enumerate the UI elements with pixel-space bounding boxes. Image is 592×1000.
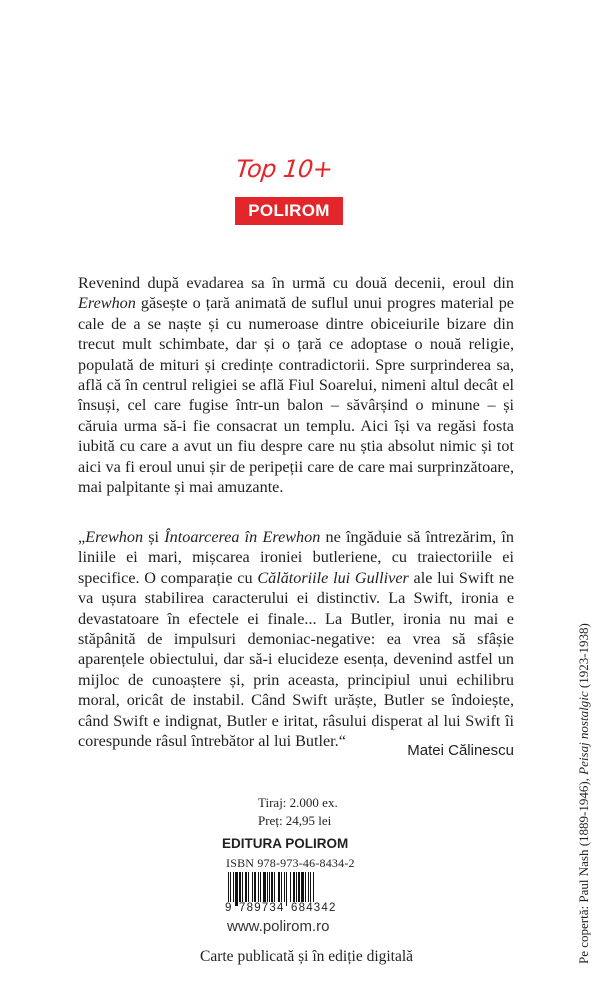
description-paragraph <box>78 273 514 497</box>
publisher-badge: POLIROM <box>235 197 343 225</box>
series-logo: Top 10+ <box>234 155 334 183</box>
print-run: Tiraj: 2.000 ex. <box>258 795 338 810</box>
publisher-name: EDITURA POLIROM <box>222 836 349 851</box>
quote-text-3: ale lui Swift ne va ușura stabilirea caracterului ei distinctiv. La Swift, ironia e devastatoare în efectele ei finale... La Butler, ironia nu mai e stăpânită de impulsuri demoniac-negative: ea vrea să sfâșie aparențele obiectului, dar să-i elucideze esența, devenind astfel un mijloc de cunoaștere și, prin aceasta, principiul unui echilibru moral, oricât de instabil. Când Swift urăște, Butler se îndoiește, când Swift e indignat, Butler e iritat, râsului disperat al lui Swift îi corespunde râsul întrebător al lui Butler.“ <box>78 568 515 751</box>
quote-author: Matei Călinescu <box>407 742 514 759</box>
cover-credit-prefix: Pe copertă: Paul Nash (1889-1946), <box>576 774 591 964</box>
quote-text-2: ne îngăduie să întrezărim, în liniile ei mari, mișcarea ironiei butleriene, cu traiectoriile ei specifice. O comparație cu <box>78 528 514 587</box>
barcode-digits <box>224 902 368 914</box>
barcode-digit-group-1: 789734 <box>239 902 285 914</box>
cover-credit-title: Peisaj nostalgic <box>576 691 591 775</box>
description-text-2: găsește o țară animată de suflul unui progres material pe cale de a se naște și cu numeroase dintre obiceiurile bizare din trecut mult schimbate, dar și o țară ce adoptase o nouă religie, populată de mituri și credințe contradictorii. Spre surprinderea sa, află că în centrul religiei se află Fiul Soarelui, nimeni altul decât el însuși, cel care fugise într-un balon – săvârșind o minune – și căruia urma să-i fie consacrat un templu. Aici își va regăsi fosta iubită cu care a avut un fiu despre care nu știa absolut nimic și tot aici va fi eroul unui șir de peripeții care de care mai surprinzătoare, mai palpitante și mai amuzante. <box>78 294 514 497</box>
cover-art-credit <box>576 623 592 964</box>
quote-mark-open: „ <box>78 528 86 546</box>
quote-title-2: Întoarcerea în Erewhon <box>164 528 321 546</box>
description-text-1: Revenind după evadarea sa în urmă cu două decenii, eroul din <box>78 274 514 292</box>
cover-credit-suffix: (1923-1938) <box>576 623 591 692</box>
book-title: Erewhon <box>78 294 136 313</box>
barcode-digit-group-2: 684342 <box>291 902 337 914</box>
quote-title-1: Erewhon <box>85 528 144 546</box>
isbn: ISBN 978-973-46-8434-2 <box>226 856 355 870</box>
website-url: www.polirom.ro <box>227 918 330 935</box>
quote-text-1: și <box>143 528 165 546</box>
barcode-image <box>226 872 366 906</box>
critic-quote <box>78 527 514 751</box>
price: Preț: 24,95 lei <box>258 813 332 828</box>
barcode-digit-prefix: 9 <box>225 902 233 914</box>
digital-edition-note: Carte publicată și în ediție digitală <box>200 948 414 965</box>
quote-title-3: Călătoriile lui Gulliver <box>257 568 409 587</box>
